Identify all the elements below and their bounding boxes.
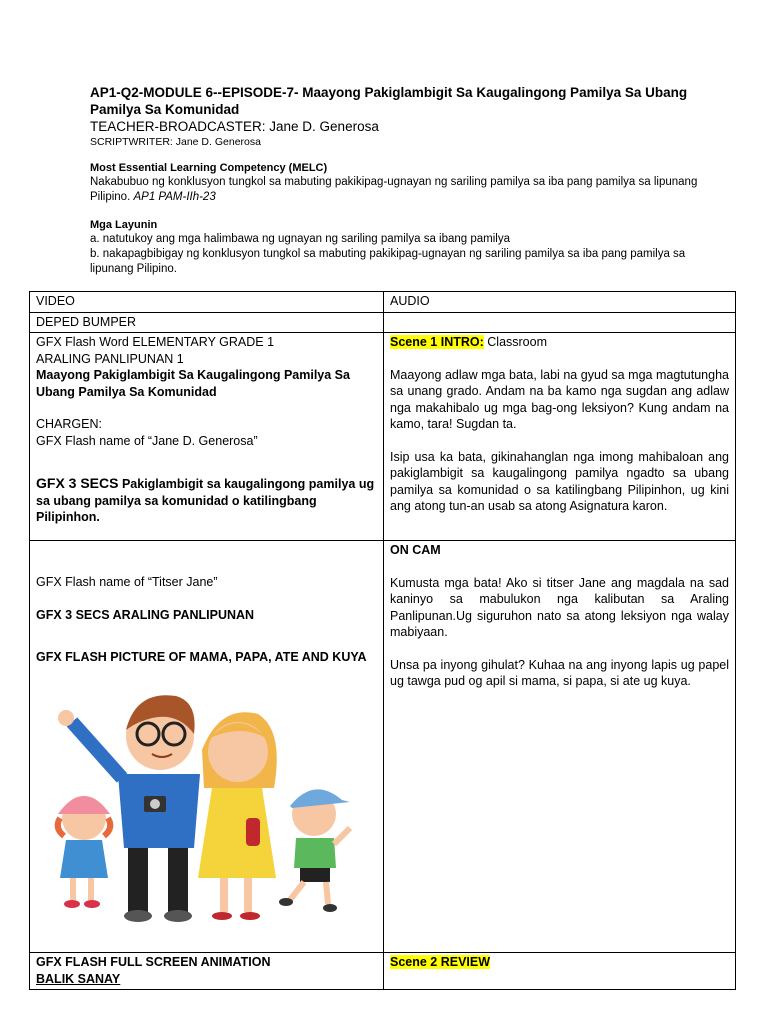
layunin-b: b. nakapagbibigay ng konklusyon tungkol sa mabuting pakikipag-ugnayan ng sariling pamilya sa iba pang pamilya sa lipunang Pilipino.: [90, 248, 686, 275]
bumper-audio-cell: [384, 312, 736, 333]
gfx-araling: GFX 3 SECS ARALING PANLIPUNAN: [36, 607, 255, 622]
layunin-a: a. natutukoy ang mga halimbawa ng ugnayan ng sariling pamilya sa ibang pamilya: [90, 233, 511, 245]
scene-1-label: Scene 1 INTRO:: [390, 335, 484, 349]
document-header: [90, 84, 710, 277]
video-line-2: ARALING PANLIPUNAN 1: [36, 351, 184, 366]
teacher-broadcaster: TEACHER-BROADCASTER: Jane D. Generosa: [90, 119, 379, 134]
layunin-heading: Mga Layunin: [90, 219, 158, 231]
scene-2-label: Scene 2 REVIEW: [390, 955, 491, 969]
on-cam-label: ON CAM: [390, 543, 441, 557]
chargen-name: GFX Flash name of “Jane D. Generosa”: [36, 433, 258, 448]
bumper-row: [30, 312, 736, 333]
table-row: [30, 953, 736, 990]
melc-description: Nakabubuo ng konklusyon tungkol sa mabuting pakikipag-ugnayan ng sariling pamilya sa iba pang pamilya sa lipunang Pilipino.: [90, 176, 698, 203]
video-title: Maayong Pakiglambigit Sa Kaugalingong Pamilya Sa Ubang Pamilya Sa Komunidad: [36, 368, 350, 399]
video-line-1: GFX Flash Word ELEMENTARY GRADE 1: [36, 335, 275, 349]
table-row: [30, 333, 736, 541]
audio-cell-2: [384, 541, 736, 953]
audio-paragraph: Kumusta mga bata! Ako si titser Jane ang magdala na sad kaninyo sa mabulukon nga kalibutan sa Araling Panlipunan.Ug siguruhon nato sa atong leksiyon nga walay mabiyaan.: [390, 575, 729, 639]
video-column-header: VIDEO: [30, 292, 384, 313]
melc-code: AP1 PAM-IIh-23: [133, 191, 216, 203]
table-row: [30, 541, 736, 953]
audio-column-header: AUDIO: [384, 292, 736, 313]
video-cell-1: [30, 333, 384, 541]
audio-paragraph: Unsa pa inyong gihulat? Kuhaa na ang inyong lapis ug papel ug tawga pud og apil si mama, si papa, si ate ug kuya.: [390, 657, 729, 688]
table-header-row: [30, 292, 736, 313]
audio-paragraph: Isip usa ka bata, gikinahanglan nga imong mahibaloan ang pakiglambigit sa kaugalingong pamilya ngadto sa ubang pamilya sa komunidad o sa katilingbang Pilipinhon, ug kini ang atong tun-an usab sa atong Asignatura karon.: [390, 449, 729, 513]
audio-cell-3: [384, 953, 736, 990]
scriptwriter: SCRIPTWRITER: Jane D. Generosa: [90, 136, 261, 148]
scene-1-place: Classroom: [487, 335, 548, 349]
document-title: AP1-Q2-MODULE 6--EPISODE-7- Maayong Pakiglambigit Sa Kaugalingong Pamilya Sa Ubang Pamilya Sa Komunidad: [90, 85, 688, 117]
gfx-text: Pakiglambigit sa kaugalingong pamilya ug sa ubang pamilya sa komunidad o katilingbang Pilipinhon.: [36, 477, 375, 524]
melc-text: [90, 175, 710, 205]
gfx-3-secs: [36, 475, 377, 526]
melc-heading: Most Essential Learning Competency (MELC): [90, 162, 328, 174]
script-table: [29, 291, 736, 990]
video-cell-2: [30, 541, 384, 953]
gfx-family-picture-label: GFX FLASH PICTURE OF MAMA, PAPA, ATE AND KUYA: [36, 650, 367, 664]
titser-name: GFX Flash name of “Titser Jane”: [36, 575, 218, 589]
gfx-lead: GFX 3 SECS: [36, 475, 119, 491]
balik-sanay: BALIK SANAY: [36, 971, 121, 986]
gfx-full-screen: GFX FLASH FULL SCREEN ANIMATION: [36, 955, 271, 969]
audio-cell-1: [384, 333, 736, 541]
family-illustration: [52, 678, 352, 930]
video-cell-3: [30, 953, 384, 990]
family-image: [52, 678, 352, 930]
bumper-cell: DEPED BUMPER: [30, 312, 384, 333]
chargen-label: CHARGEN:: [36, 417, 102, 431]
scene-1-line: [390, 334, 729, 351]
audio-paragraph: Maayong adlaw mga bata, labi na gyud sa mga magtutungha sa unang grado. Andam na ba kamo nga sugdan ang adlaw nga makahibalo ug mga bag-ong leksiyon? Kung andam na kamo, tara! Sugdan ta.: [390, 367, 729, 431]
